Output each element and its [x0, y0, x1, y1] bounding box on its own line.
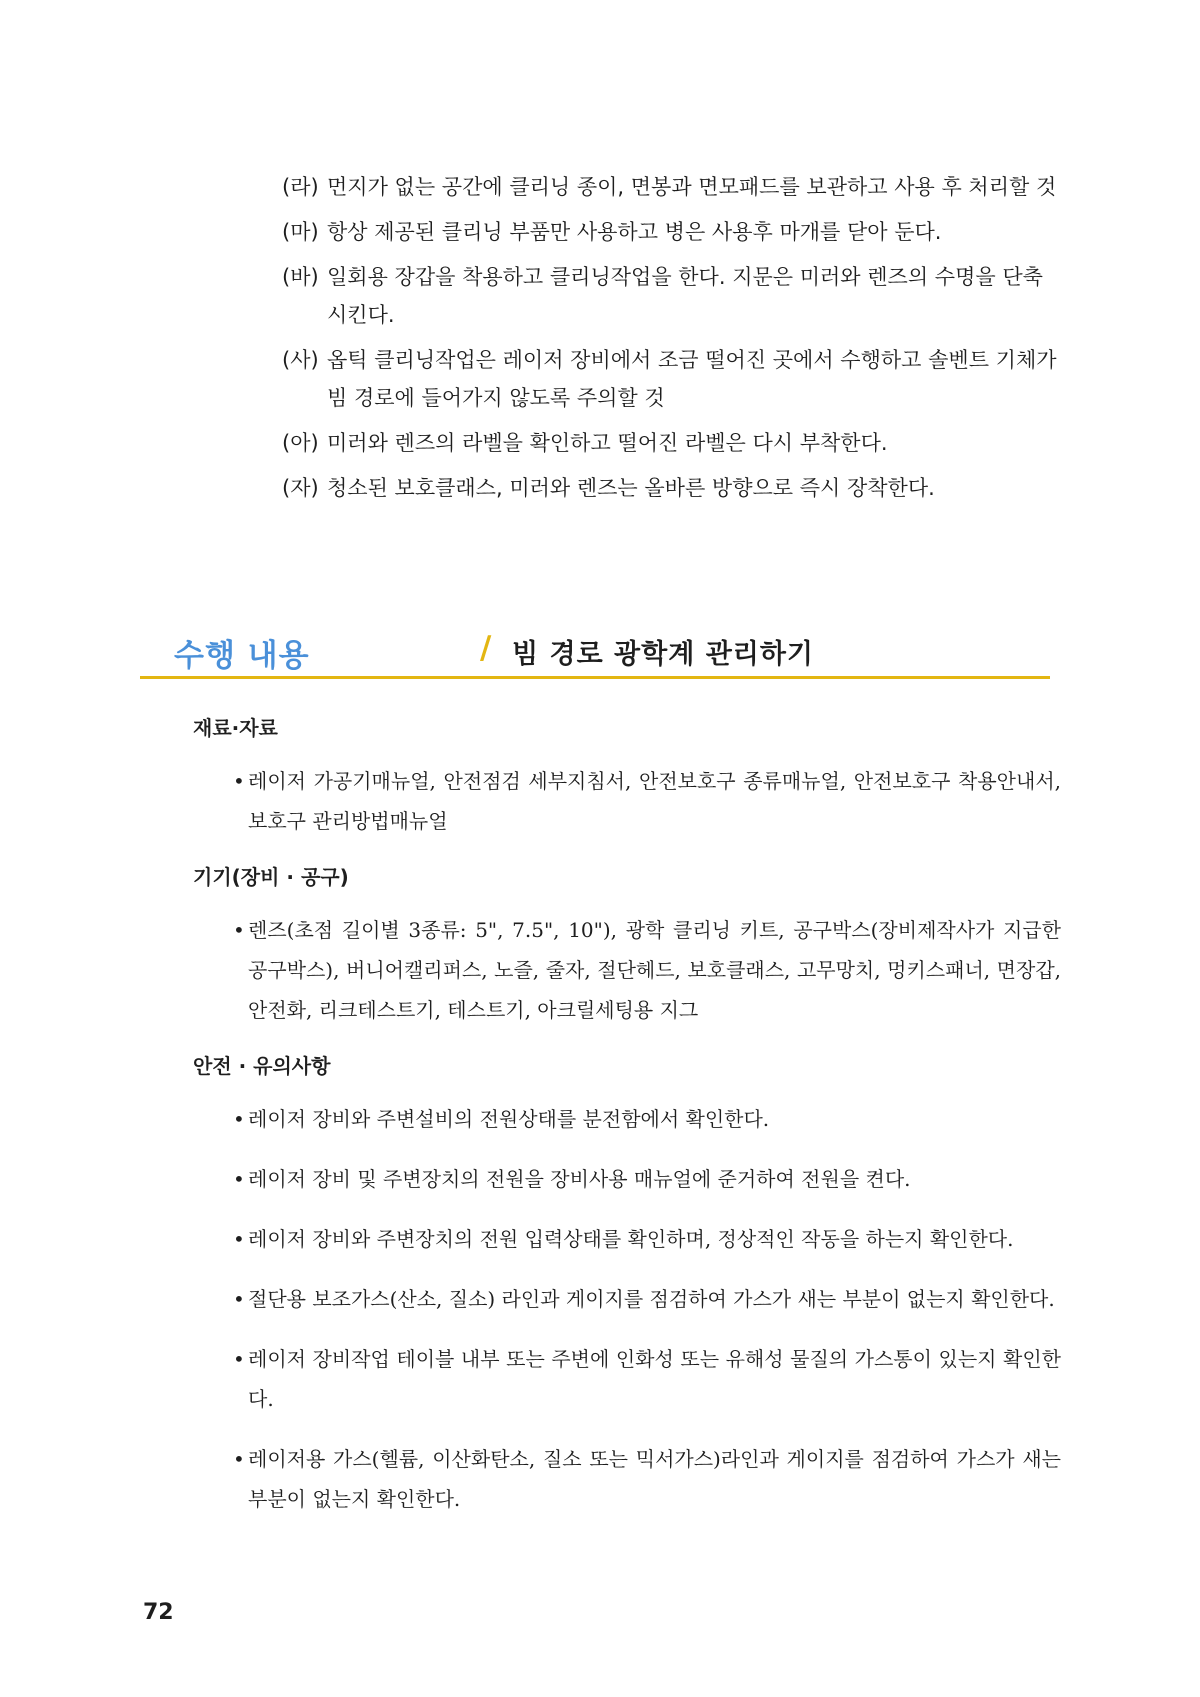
list-marker: (바): [282, 265, 319, 289]
list-item-text: 렌즈(초점 길이별 3종류: 5", 7.5", 10"), 광학 클리닝 키트, 공구박스(장비제작사가 지급한 공구박스), 버니어캘리퍼스, 노즐, 줄자, 절단헤드, 보호클래스, 고무망치, 멍키스패너, 면장갑, 안전화, 리크테스트기, 테스트기, 아크릴세팅용 지그: [248, 918, 1061, 1022]
bullet-icon: •: [233, 1347, 245, 1371]
list-item: [193, 1339, 1061, 1419]
bullet-icon: •: [233, 769, 245, 793]
list-item-text: 레이저 장비 및 주변장치의 전원을 장비사용 매뉴얼에 준거하여 전원을 켠다.: [248, 1167, 911, 1191]
bullet-icon: •: [233, 1227, 245, 1251]
section-title: 빔 경로 광학계 관리하기: [512, 639, 815, 670]
bullet-icon: •: [233, 918, 245, 942]
section-divider-slash: /: [480, 630, 492, 666]
list-item-text: 청소된 보호클래스, 미러와 렌즈는 올바른 방향으로 즉시 장착한다.: [327, 476, 935, 500]
list-item: [282, 341, 1062, 417]
list-item-text: 레이저 장비와 주변설비의 전원상태를 분전함에서 확인한다.: [248, 1107, 770, 1131]
materials-heading: 재료·자료: [193, 716, 278, 740]
list-item: [282, 213, 1062, 251]
list-item-text: 레이저용 가스(헬륨, 이산화탄소, 질소 또는 믹서가스)라인과 게이지를 점검하여 가스가 새는 부분이 없는지 확인한다.: [248, 1447, 1061, 1511]
list-item-text: 옵틱 클리닝작업은 레이저 장비에서 조금 떨어진 곳에서 수행하고 솔벤트 기체가 빔 경로에 들어가지 않도록 주의할 것: [327, 348, 1057, 410]
list-item-text: 미러와 렌즈의 라벨을 확인하고 떨어진 라벨은 다시 부착한다.: [327, 431, 888, 455]
cleaning-guidelines-list: [282, 168, 1062, 514]
list-marker: (자): [282, 476, 319, 500]
safety-heading: 안전 · 유의사항: [193, 1054, 331, 1078]
page-number: 72: [143, 1600, 174, 1625]
list-item: [282, 469, 1062, 507]
list-item-text: 레이저 장비와 주변장치의 전원 입력상태를 확인하며, 정상적인 작동을 하는지 확인한다.: [248, 1227, 1014, 1251]
list-item: [193, 1219, 1061, 1259]
bullet-icon: •: [233, 1287, 245, 1311]
list-item: [282, 258, 1062, 334]
equipment-heading: 기기(장비 · 공구): [193, 865, 349, 889]
list-item: [193, 761, 1061, 841]
list-item: [282, 424, 1062, 462]
bullet-icon: •: [233, 1447, 245, 1471]
section-header: [140, 630, 1050, 679]
list-item: [193, 910, 1061, 1030]
bullet-icon: •: [233, 1107, 245, 1131]
list-item-text: 절단용 보조가스(산소, 질소) 라인과 게이지를 점검하여 가스가 새는 부분이 없는지 확인한다.: [248, 1287, 1055, 1311]
list-marker: (라): [282, 175, 319, 199]
safety-list: [193, 1099, 1061, 1519]
section-label: 수행 내용: [174, 638, 310, 674]
list-marker: (마): [282, 220, 319, 244]
list-item: [282, 168, 1062, 206]
list-marker: (아): [282, 431, 319, 455]
list-item: [193, 1099, 1061, 1139]
list-item: [193, 1439, 1061, 1519]
list-item-text: 일회용 장갑을 착용하고 클리닝작업을 한다. 지문은 미러와 렌즈의 수명을 단축시킨다.: [327, 265, 1043, 327]
list-item: [193, 1279, 1061, 1319]
list-marker: (사): [282, 348, 319, 372]
materials-list: [193, 761, 1061, 841]
list-item: [193, 1159, 1061, 1199]
list-item-text: 항상 제공된 클리닝 부품만 사용하고 병은 사용후 마개를 닫아 둔다.: [327, 220, 942, 244]
equipment-list: [193, 910, 1061, 1030]
bullet-icon: •: [233, 1167, 245, 1191]
list-item-text: 레이저 가공기매뉴얼, 안전점검 세부지침서, 안전보호구 종류매뉴얼, 안전보호구 착용안내서, 보호구 관리방법매뉴얼: [248, 769, 1061, 833]
section-body: [193, 712, 1061, 1539]
list-item-text: 먼지가 없는 공간에 클리닝 종이, 면봉과 면모패드를 보관하고 사용 후 처리할 것: [327, 175, 1057, 199]
list-item-text: 레이저 장비작업 테이블 내부 또는 주변에 인화성 또는 유해성 물질의 가스통이 있는지 확인한다.: [248, 1347, 1061, 1411]
